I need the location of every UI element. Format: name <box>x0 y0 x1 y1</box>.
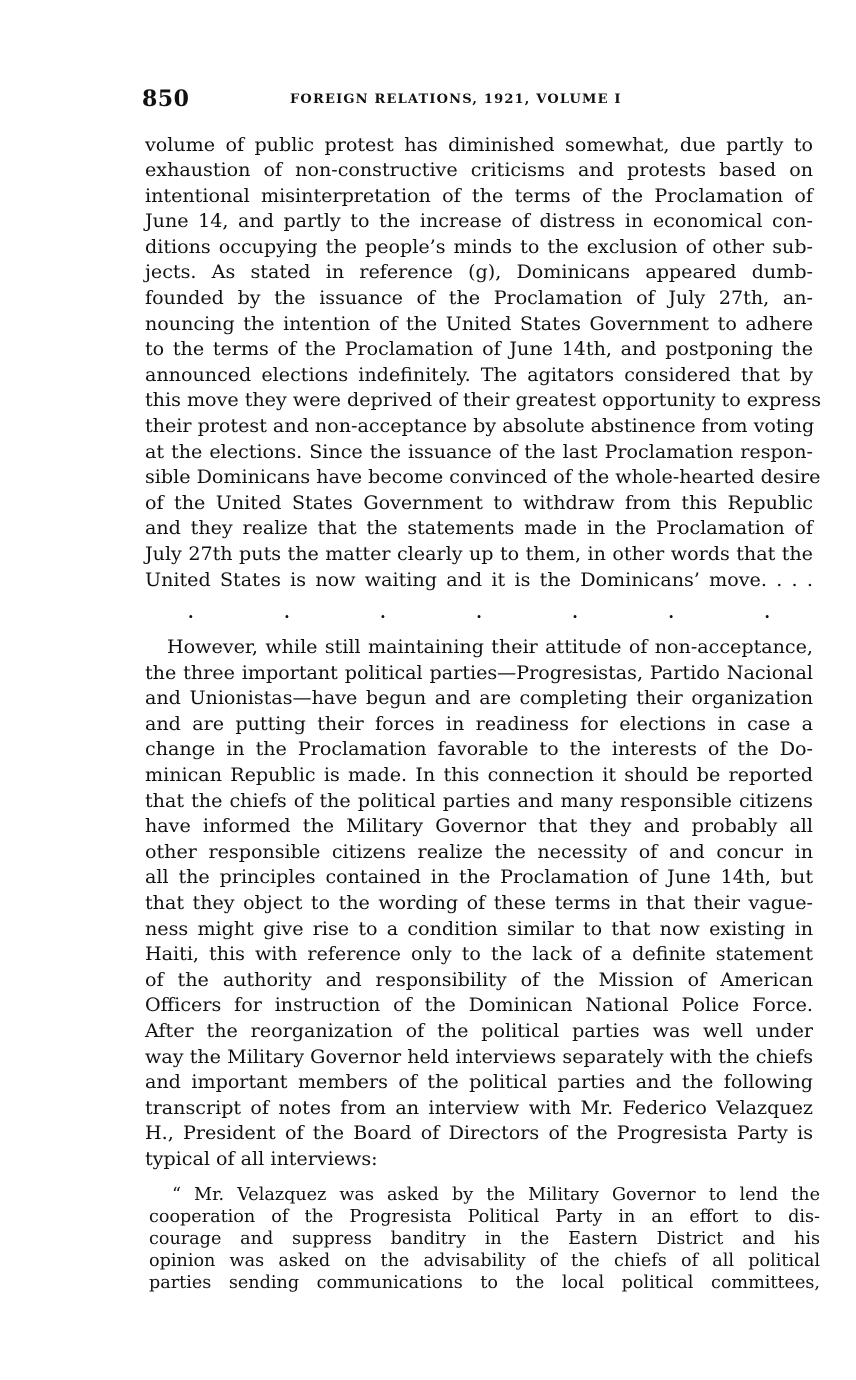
text-line: sible Dominicans have become convinced of the whole-hearted desire <box>145 465 821 489</box>
ellipsis-dot: . <box>188 602 194 622</box>
text-line: After the reorganization of the political parties was well under <box>145 1019 813 1042</box>
quote-line: opinion was asked on the advisability of the chiefs of all political <box>149 1251 820 1271</box>
text-line: have informed the Military Governor that they and probably all <box>145 814 813 838</box>
text-line: exhaustion of non-constructive criticisms and protests based on <box>145 158 813 181</box>
text-line: this move they were deprived of their greatest opportunity to express <box>145 388 822 412</box>
text-line: other responsible citizens realize the necessity of and concur in <box>145 839 813 863</box>
running-head: FOREIGN RELATIONS, 1921, VOLUME I <box>290 92 622 107</box>
text-line: all the principles contained in the Proclamation of June 14th, but <box>145 865 813 889</box>
text-line: July 27th puts the matter clearly up to them, in other words that the <box>145 542 813 565</box>
text-line: at the elections. Since the issuance of the last Proclamation respon- <box>145 439 813 463</box>
text-line: volume of public protest has diminished somewhat, due partly to <box>145 133 813 156</box>
text-line: Officers for instruction of the Dominican National Police Force. <box>145 993 813 1017</box>
text-line: of the United States Government to withdraw from this Republic <box>145 490 813 514</box>
quote-line: courage and suppress banditry in the Eastern District and his <box>149 1229 820 1249</box>
text-line: However, while still maintaining their attitude of non-acceptance, <box>167 635 813 658</box>
text-line: and important members of the political parties and the following <box>145 1070 813 1094</box>
text-line: that the chiefs of the political parties and many responsible citizens <box>145 788 813 812</box>
text-line: announced elections indefinitely. The agitators considered that by <box>145 362 813 386</box>
omission-ellipsis <box>188 602 770 622</box>
text-line: founded by the issuance of the Proclamation of July 27th, an- <box>145 286 813 309</box>
text-line: to the terms of the Proclamation of June 14th, and postponing the <box>145 337 813 361</box>
ellipsis-dot: . <box>668 602 674 622</box>
page-header <box>142 86 816 114</box>
text-line: the three important political parties—Progresistas, Partido Nacional <box>145 660 813 684</box>
text-line: H., President of the Board of Directors of the Progresista Party is <box>145 1121 813 1145</box>
ellipsis-dot: . <box>380 602 386 622</box>
text-line: change in the Proclamation favorable to the interests of the Do- <box>145 737 813 761</box>
text-line: nouncing the intention of the United States Government to adhere <box>145 311 813 335</box>
page-number: 850 <box>142 86 190 112</box>
text-line: ditions occupying the people’s minds to the exclusion of other sub- <box>145 234 813 258</box>
text-line: their protest and non-acceptance by absolute abstinence from voting <box>145 414 815 437</box>
text-line: minican Republic is made. In this connection it should be reported <box>145 763 813 786</box>
quote-line: “ Mr. Velazquez was asked by the Military Governor to lend the <box>172 1185 820 1205</box>
text-line: jects. As stated in reference (g), Dominicans appeared dumb- <box>145 260 813 284</box>
quote-line: parties sending communications to the local political committees, <box>149 1273 820 1293</box>
text-line: that they object to the wording of these terms in that their vague- <box>145 891 813 914</box>
text-line: intentional misinterpretation of the terms of the Proclamation of <box>145 183 813 207</box>
text-line: ness might give rise to a condition similar to that now existing in <box>145 916 813 940</box>
text-line: and they realize that the statements made in the Proclamation of <box>145 516 813 540</box>
ellipsis-dot: . <box>476 602 482 622</box>
ellipsis-dot: . <box>284 602 290 622</box>
text-line: June 14, and partly to the increase of distress in economical con- <box>145 209 813 233</box>
text-line: and Unionistas—have begun and are completing their organization <box>145 686 813 710</box>
text-line: United States is now waiting and it is the Dominicans’ move. . . . <box>145 567 813 591</box>
quote-line: cooperation of the Progresista Political Party in an effort to dis- <box>149 1207 820 1227</box>
text-line: way the Military Governor held interviews separately with the chiefs <box>145 1044 813 1068</box>
ellipsis-dot: . <box>572 602 578 622</box>
text-line: and are putting their forces in readiness for elections in case a <box>145 711 813 735</box>
text-line: transcript of notes from an interview with Mr. Federico Velazquez <box>145 1095 813 1119</box>
text-line: Haiti, this with reference only to the lack of a definite statement <box>145 942 813 966</box>
text-line: of the authority and responsibility of the Mission of American <box>145 967 813 991</box>
ellipsis-dot: . <box>764 602 770 622</box>
text-line: typical of all interviews: <box>145 1147 378 1170</box>
